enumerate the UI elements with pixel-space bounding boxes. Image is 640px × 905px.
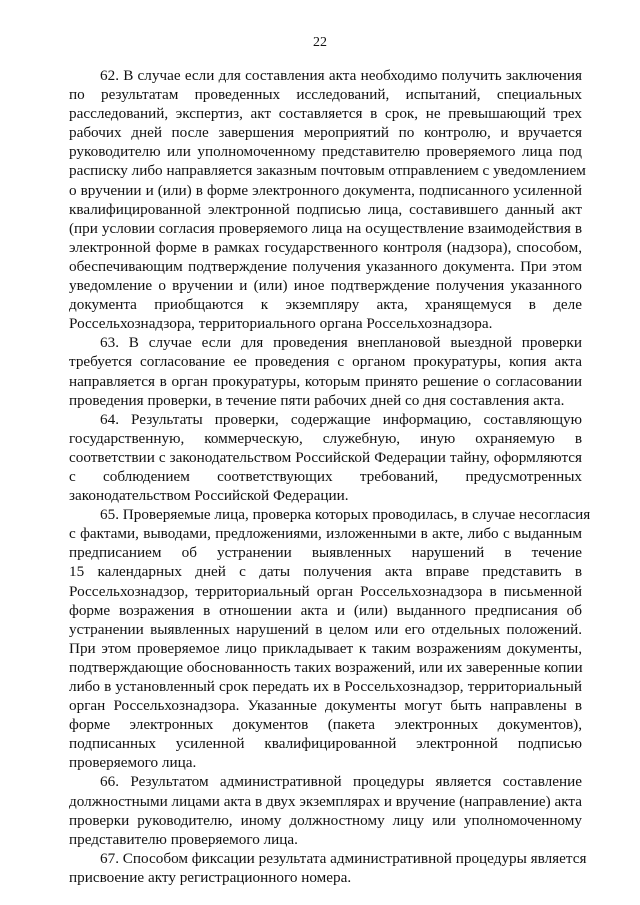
text-line: либо в установленный срок передать их в Россельхознадзор, территориальный — [69, 678, 582, 695]
text-line: расписку либо направляется заказным почтовым отправлением с уведомлением — [69, 162, 586, 180]
text-line: устранении выявленных нарушений в целом или его отдельных положений. — [69, 620, 582, 638]
text-line: по результатам проведенных исследований, испытаний, специальных — [69, 86, 582, 104]
text-line: предписанием об устранении выявленных нарушений в течение — [69, 544, 582, 562]
text-line: проверки руководителю, иному должностному лицу или уполномоченному — [69, 811, 582, 829]
text-line: обеспечивающим подтверждение получения указанного документа. При этом — [69, 257, 582, 275]
text-line: Россельхознадзора, территориального органа Россельхознадзора. — [69, 315, 493, 333]
text-line: присвоение акту регистрационного номера. — [69, 868, 352, 886]
text-line: должностными лицами акта в двух экземплярах и вручение (направление) акта — [69, 792, 582, 810]
page-number: 22 — [313, 35, 327, 50]
text-line: 65. Проверяемые лица, проверка которых проводилась, в случае несогласия — [100, 506, 591, 524]
text-line: с фактами, выводами, предложениями, изложенными в акте, либо с выданным — [69, 525, 582, 543]
text-line: соответствии с законодательством Российской Федерации тайну, оформляются — [69, 448, 582, 466]
text-line: представителю проверяемого лица. — [69, 830, 298, 848]
text-line: подтверждающие обоснованность таких возражений, или их заверенные копии — [69, 658, 583, 676]
text-line: законодательством Российской Федерации. — [69, 487, 349, 505]
text-line: квалифицированной электронной подписью лица, составившего данный акт — [69, 200, 582, 218]
text-line: рабочих дней после завершения мероприятий по контролю, и вручается — [69, 124, 582, 142]
text-line: Россельхознадзор, территориальный орган Россельхознадзора в письменной — [69, 582, 582, 600]
text-line: 63. В случае если для проведения внеплановой выездной проверки — [100, 334, 582, 352]
text-line: с соблюдением соответствующих требований, предусмотренных — [69, 467, 582, 485]
text-line: документа приобщаются к экземпляру акта, хранящемуся в деле — [69, 296, 582, 314]
document-body — [69, 66, 591, 887]
text-line: 62. В случае если для составления акта необходимо получить заключения — [100, 67, 582, 84]
text-line: 15 календарных дней с даты получения акта вправе представить в — [69, 563, 582, 581]
text-line: орган Россельхознадзора. Указанные документы могут быть направлены в — [69, 697, 582, 715]
paragraph-p64 — [69, 410, 582, 505]
text-line: При этом проверяемое лицо прикладывает к таким возражениям документы, — [69, 639, 582, 657]
paragraph-p66 — [69, 772, 582, 848]
text-line: форме возражения в отношении акта и (или) выданного предписания об — [69, 601, 582, 619]
text-line: проведения проверки, в течение пяти рабочих дней со дня составления акта. — [69, 391, 565, 409]
text-line: о вручении и (или) в форме электронного документа, подписанного усиленной — [69, 181, 582, 199]
text-line: направляется в орган прокуратуры, которым принято решение о согласовании — [69, 372, 582, 390]
text-line: расследований, экспертиз, акт составляется в срок, не превышающий трех — [69, 105, 582, 123]
text-line: проверяемого лица. — [69, 754, 197, 772]
paragraph-p63 — [69, 333, 582, 409]
text-line: электронной форме в рамках государственного контроля (надзора), способом, — [69, 238, 582, 256]
text-line: руководителю или уполномоченному представителю проверяемого лица под — [69, 143, 582, 161]
text-line: 67. Способом фиксации результата административной процедуры является — [100, 849, 587, 867]
text-line: 66. Результатом административной процедуры является составление — [100, 773, 582, 791]
paragraph-p67 — [69, 849, 587, 887]
paragraph-p65 — [69, 505, 591, 772]
text-line: 64. Результаты проверки, содержащие информацию, составляющую — [100, 410, 582, 428]
text-line: уведомление о вручении и (или) иное подтверждение получения указанного — [69, 277, 582, 295]
text-line: требуется согласование ее проведения с органом прокуратуры, копия акта — [69, 353, 582, 371]
text-line: государственную, коммерческую, служебную, иную охраняемую в — [69, 429, 582, 447]
text-line: (при условии согласия проверяемого лица на осуществление взаимодействия в — [69, 219, 582, 237]
text-line: форме электронных документов (пакета электронных документов), — [69, 716, 582, 734]
text-line: подписанных усиленной квалифицированной электронной подписью — [69, 735, 582, 753]
paragraph-p62 — [69, 66, 586, 333]
